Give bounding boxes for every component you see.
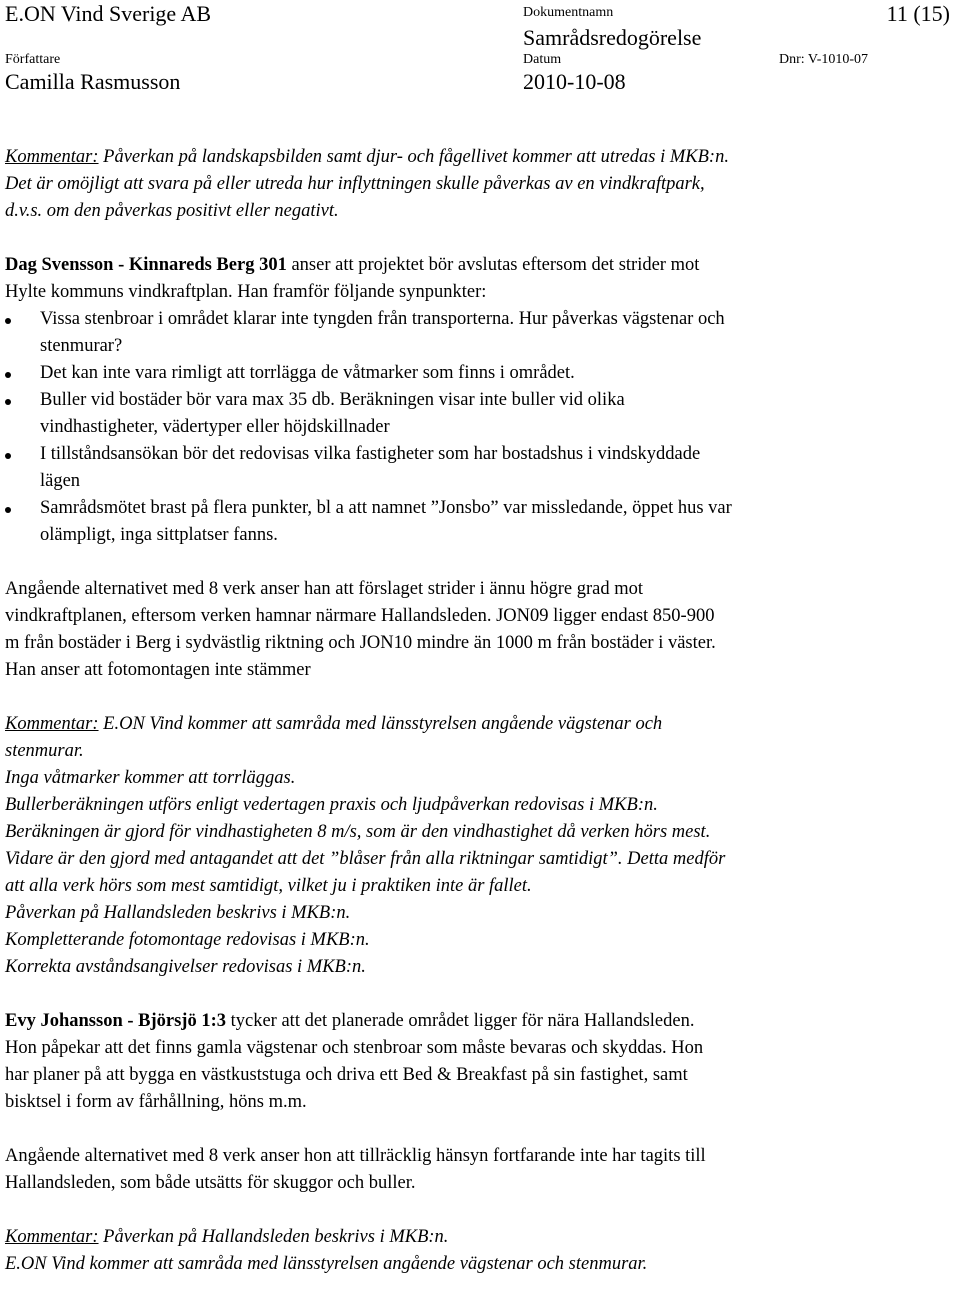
company-name: E.ON Vind Sverige AB [5,1,212,26]
list-item: Det kan inte vara rimligt att torrlägga de våtmarker som finns i området. [5,360,955,387]
respondent-name: Dag Svensson - Kinnareds Berg 301 [5,255,287,275]
viewpoints-list [5,306,955,549]
list-item: Vissa stenbroar i området klarar inte tyngden från transporterna. Hur påverkas vägstenar och stenmurar? [5,306,955,360]
document-number: Dnr: V-1010-07 [779,52,869,67]
alternative-paragraph-1: Angående alternativet med 8 verk anser han att förslaget strider i ännu högre grad mot vindkraftplanen, eftersom verken hamnar närmare Hallandsleden. JON09 ligger endast 850-900 m från bostäder i Berg i sydvästlig riktning och JON10 mindre än 1000 m från bostäder i väster. Han anser att fotomontagen inte stämmer [5,579,716,680]
comment-text: Det är omöjligt att svara på eller utreda hur inflyttningen skulle påverkas av en vindkraftpark, [5,174,705,194]
document-name-label: Dokumentnamn [523,5,614,20]
body-text: Hylte kommuns vindkraftplan. Han framför följande synpunkter: [5,282,487,302]
comment-text: d.v.s. om den påverkas positivt eller negativt. [5,201,339,221]
comment-text: Påverkan på landskapsbilden samt djur- och fågellivet kommer att utredas i MKB:n. [98,147,729,167]
comment-label: Kommentar: [5,714,99,734]
comment-paragraph-2: Kommentar: E.ON Vind kommer att samråda med länsstyrelsen angående vägstenar och stenmurar. Inga våtmarker kommer att torrläggas. Bullerberäkningen utförs enligt vedertagen praxis och ljudpåverkan redovisas i MKB:n. Beräkningen är gjord för vindhastigheten 8 m/s, som är den vindhastighet då verken hörs mest. Vidare är den gjord med antagandet att det ”blåser från alla riktningar samtidigt”. Detta medför att alla verk hörs som mest samtidigt, vilket ju i praktiken inte är fallet. Påverkan på Hallandsleden beskrivs i MKB:n. Kompletterande fotomontage redovisas i MKB:n. Korrekta avståndsangivelser redovisas i MKB:n. [5,714,726,977]
comment-paragraph-3: Kommentar: Påverkan på Hallandsleden beskrivs i MKB:n. E.ON Vind kommer att samråda med länsstyrelsen angående vägstenar och stenmurar. [5,1227,648,1274]
comment-label: Kommentar: [5,147,99,167]
comment-paragraph-1 [5,144,955,225]
date-label: Datum [523,52,562,67]
document-body [5,144,955,1278]
list-item: Samrådsmötet brast på flera punkter, bl a att namnet ”Jonsbo” var missledande, öppet hus var olämpligt, inga sittplatser fanns. [5,495,955,549]
document-header [5,0,955,110]
author-name: Camilla Rasmusson [5,69,181,94]
list-item: Buller vid bostäder bör vara max 35 db. Beräkningen visar inte buller vid olika vindhastigheter, vädertyper eller höjdskillnader [5,387,955,441]
evy-johansson-paragraph: Evy Johansson - Björsjö 1:3 tycker att det planerade området ligger för nära Hallandsleden. Hon påpekar att det finns gamla vägstenar och stenbroar som måste bevaras och skyddas. Hon har planer på att bygga en västkuststuga och driva ett Bed & Breakfast på sin fastighet, samt bisktsel i form av fårhållning, höns m.m. [5,1011,704,1112]
alternative-paragraph-2: Angående alternativet med 8 verk anser hon att tillräcklig hänsyn fortfarande inte har tagits till Hallandsleden, som både utsätts för skuggor och buller. [5,1146,706,1193]
dag-svensson-paragraph [5,252,955,306]
author-label: Författare [5,52,61,67]
document-name: Samrådsredogörelse [523,25,702,50]
respondent-name: Evy Johansson - Björsjö 1:3 [5,1011,226,1031]
document-date: 2010-10-08 [523,69,626,94]
page-number: 11 (15) [886,1,950,26]
body-text: anser att projektet bör avslutas eftersom det strider mot [286,255,700,275]
list-item: I tillståndsansökan bör det redovisas vilka fastigheter som har bostadshus i vindskyddade lägen [5,441,955,495]
comment-label: Kommentar: [5,1227,99,1247]
